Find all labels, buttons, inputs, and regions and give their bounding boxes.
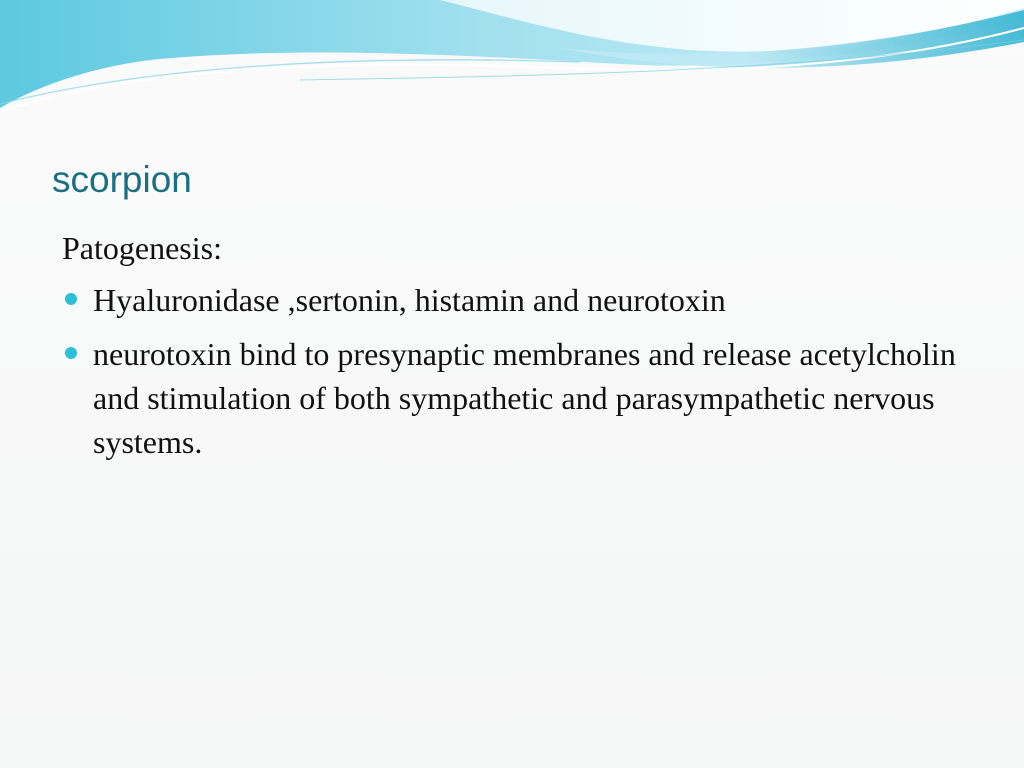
subheading: Patogenesis: — [62, 230, 222, 266]
bullet-icon — [65, 347, 77, 359]
bullet-icon — [65, 293, 77, 305]
header-wave-decoration — [0, 0, 1024, 130]
bullet-item — [62, 278, 962, 322]
bullet-item — [62, 332, 962, 464]
bullet-text: Hyaluronidase ,sertonin, histamin and neurotoxin — [93, 282, 726, 318]
slide-body — [62, 226, 962, 474]
bullet-list — [62, 278, 962, 464]
bullet-text: neurotoxin bind to presynaptic membranes and release acetylcholin and stimulation of both sympathetic and parasympathetic nervous systems. — [93, 336, 956, 460]
slide-title: scorpion — [52, 159, 192, 200]
